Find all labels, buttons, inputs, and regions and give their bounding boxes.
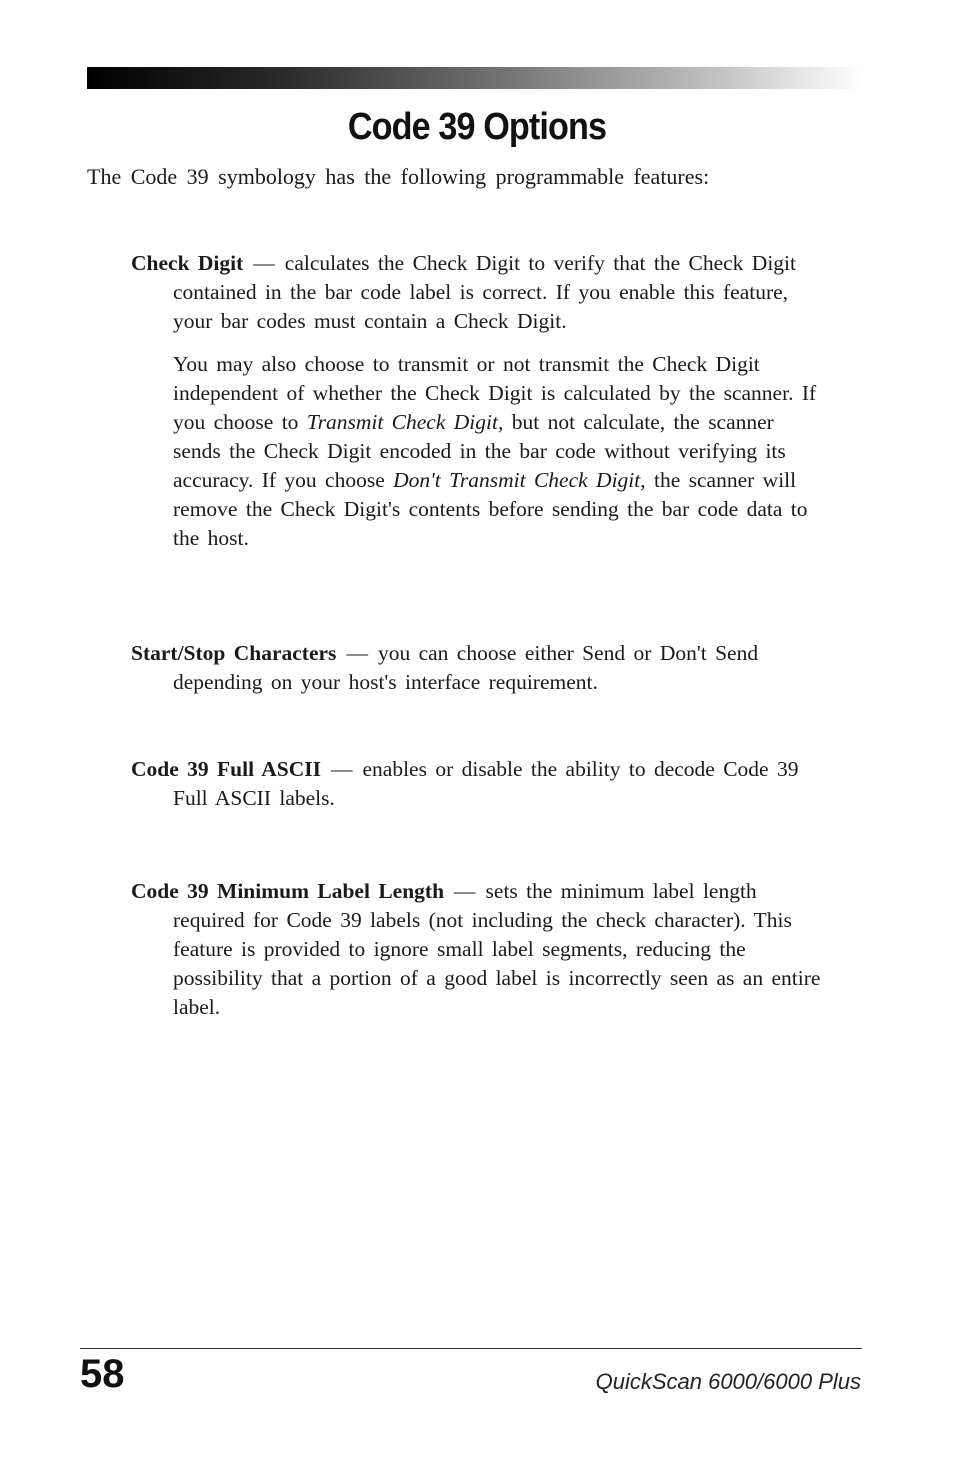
entry-min-length	[131, 877, 826, 1022]
entry-full-ascii	[131, 755, 826, 813]
check-digit-para2-a: You may also choose to transmit or not transmit the Check Digit independent of whether the Check Digit is calculated by the scanner. If you choose to	[173, 352, 817, 434]
footer-rule	[80, 1348, 862, 1349]
check-digit-para2-b: , but not calculate, the scanner sends the Check Digit encoded in the bar code without verifying its accuracy. If you choose	[173, 410, 786, 492]
start-stop-term: Start/Stop Characters	[131, 641, 337, 665]
check-digit-dash: —	[253, 251, 275, 275]
min-length-dash: —	[454, 879, 476, 903]
check-digit-text: calculates the Check Digit to verify that the Check Digit contained in the bar code label is correct. If you enable this feature, your bar codes must contain a Check Digit.	[173, 251, 796, 333]
check-digit-para2-italic-2: Don't Transmit Check Digit	[393, 468, 641, 492]
footer-product-title: QuickScan 6000/6000 Plus	[595, 1369, 861, 1394]
min-length-paragraph	[131, 877, 826, 1022]
check-digit-para2-italic-1: Transmit Check Digit	[306, 410, 498, 434]
check-digit-paragraph	[131, 249, 826, 336]
min-length-text: sets the minimum label length required for Code 39 labels (not including the check character). This feature is provided to ignore small label segments, reducing the possibility that a portion of a good label is incorrectly seen as an entire label.	[173, 879, 821, 1019]
page-title: Code 39 Options	[347, 106, 607, 148]
start-stop-dash: —	[346, 641, 368, 665]
start-stop-text: you can choose either Send or Don't Send depending on your host's interface requirement.	[173, 641, 759, 694]
intro-text: The Code 39 symbology has the following programmable features:	[87, 164, 710, 189]
min-length-term: Code 39 Minimum Label Length	[131, 879, 445, 903]
check-digit-para2-c: , the scanner will remove the Check Digit's contents before sending the bar code data to the host.	[173, 468, 808, 550]
check-digit-paragraph-2	[131, 350, 826, 553]
full-ascii-text: enables or disable the ability to decode Code 39 Full ASCII labels.	[173, 757, 799, 810]
header-gradient-bar	[87, 67, 862, 89]
page-number: 58	[80, 1352, 125, 1396]
start-stop-paragraph	[131, 639, 826, 697]
entry-check-digit	[131, 249, 826, 553]
full-ascii-dash: —	[331, 757, 353, 781]
full-ascii-term: Code 39 Full ASCII	[131, 757, 321, 781]
full-ascii-paragraph	[131, 755, 826, 813]
entry-start-stop	[131, 639, 826, 697]
check-digit-term: Check Digit	[131, 251, 244, 275]
